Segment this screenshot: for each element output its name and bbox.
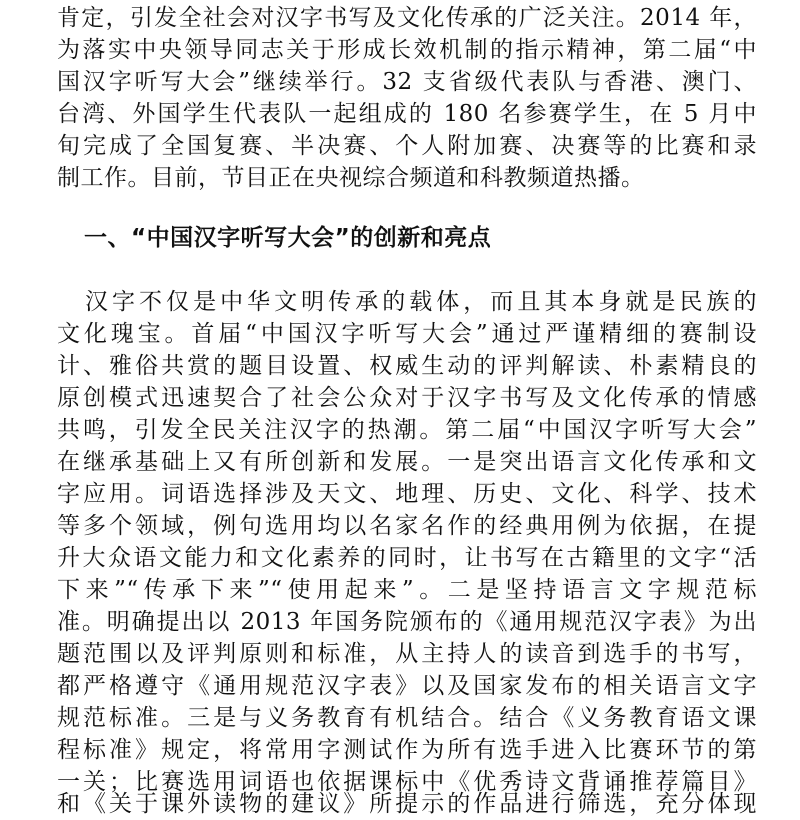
paragraph-2-line-7: 字应用。词语选择涉及天文、地理、历史、文化、科学、技术 <box>57 481 757 507</box>
paragraph-2-line-12: 题范围以及评判原则和标准，从主持人的读音到选手的书写， <box>57 641 757 667</box>
paragraph-2-line-10: 下来”“传承下来”“使用起来”。二是坚持语言文字规范标 <box>57 577 757 603</box>
paragraph-2-line-9: 升大众语文能力和文化素养的同时，让书写在古籍里的文字“活 <box>57 545 757 571</box>
paragraph-2-line-14: 规范标准。三是与义务教育有机结合。结合《义务教育语文课 <box>57 705 757 731</box>
paragraph-1-line-4: 台湾、外国学生代表队一起组成的 180 名参赛学生，在 5 月中 <box>57 101 757 127</box>
paragraph-2-line-1: 汉字不仅是中华文明传承的载体，而且其本身就是民族的 <box>85 289 757 315</box>
section-heading: 一、“中国汉字听写大会”的创新和亮点 <box>84 225 492 251</box>
paragraph-2-line-13: 都严格遵守《通用规范汉字表》以及国家发布的相关语言文字 <box>57 673 757 699</box>
paragraph-2-line-3: 计、雅俗共赏的题目设置、权威生动的评判解读、朴素精良的 <box>57 353 757 379</box>
paragraph-2-line-11: 准。明确提出以 2013 年国务院颁布的《通用规范汉字表》为出 <box>57 609 757 635</box>
paragraph-1-line-3: 国汉字听写大会”继续举行。32 支省级代表队与香港、澳门、 <box>57 69 757 95</box>
paragraph-2-line-2: 文化瑰宝。首届“中国汉字听写大会”通过严谨精细的赛制设 <box>57 321 757 347</box>
paragraph-1-line-2: 为落实中央领导同志关于形成长效机制的指示精神，第二届“中 <box>57 37 757 63</box>
paragraph-2-line-5: 共鸣，引发全民关注汉字的热潮。第二届“中国汉字听写大会” <box>57 417 757 443</box>
paragraph-2-line-16: 一关；比赛选用词语也依据课标中《优秀诗文背诵推荐篇目》 <box>57 769 757 795</box>
paragraph-2-line-4: 原创模式迅速契合了社会公众对于汉字书写及文化传承的情感 <box>57 385 757 411</box>
paragraph-2-line-8: 等多个领域，例句选用均以名家名作的经典用例为依据，在提 <box>57 513 757 539</box>
paragraph-2-line-17: 和《关于课外读物的建议》所提示的作品进行筛选，充分体现 <box>57 791 757 817</box>
paragraph-2-line-6: 在继承基础上又有所创新和发展。一是突出语言文化传承和文 <box>57 449 757 475</box>
paragraph-1-line-1: 肯定，引发全社会对汉字书写及文化传承的广泛关注。2014 年， <box>57 5 757 31</box>
paragraph-1-line-5: 旬完成了全国复赛、半决赛、个人附加赛、决赛等的比赛和录 <box>57 133 757 159</box>
paragraph-1-line-6: 制工作。目前，节目正在央视综合频道和科教频道热播。 <box>57 165 645 191</box>
paragraph-2-line-15: 程标准》规定，将常用字测试作为所有选手进入比赛环节的第 <box>57 737 757 763</box>
